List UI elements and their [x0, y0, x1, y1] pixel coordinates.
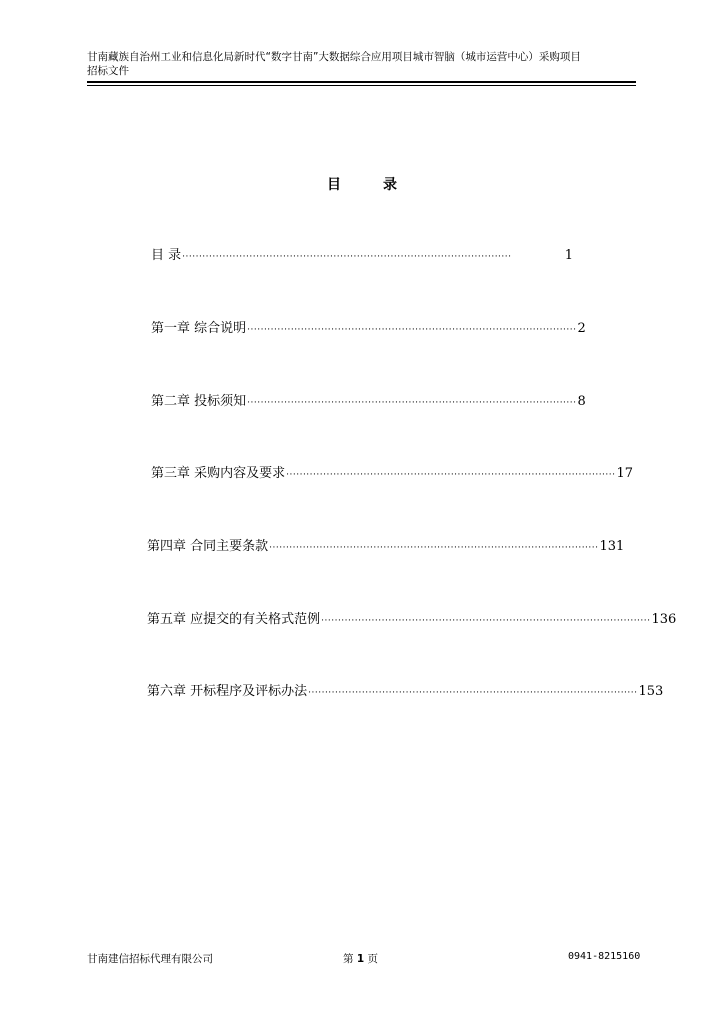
toc-entry-page: 153	[638, 684, 664, 699]
toc-entry-label: 第一章 综合说明	[151, 321, 247, 336]
toc-entry-contents[interactable]	[151, 247, 573, 265]
toc-title-part-1: 目	[327, 177, 341, 193]
toc-entry-chapter-2[interactable]	[151, 393, 586, 411]
toc-entry-label: 第五章 应提交的有关格式范例	[147, 612, 321, 627]
toc-entry-chapter-6[interactable]	[147, 683, 664, 701]
header-title-line-2: 招标文件	[87, 65, 129, 77]
toc-entry-label: 目 录	[151, 248, 182, 263]
footer-page-number	[343, 951, 378, 966]
toc-leader-dots: ··································································································	[269, 543, 599, 553]
header-divider-thick	[87, 81, 636, 83]
toc-leader-dots: ··································································································	[247, 325, 577, 335]
footer-page-prefix: 第	[343, 953, 354, 965]
toc-entry-label: 第二章 投标须知	[151, 394, 247, 409]
footer-page-suffix: 页	[367, 953, 378, 965]
page-header	[87, 50, 635, 78]
toc-entry-label: 第三章 采购内容及要求	[151, 466, 286, 481]
toc-entry-page: 2	[577, 321, 586, 336]
toc-leader-dots: ··································································································	[308, 688, 638, 698]
toc-entry-page: 8	[577, 394, 586, 409]
toc-entry-label: 第六章 开标程序及评标办法	[147, 684, 308, 699]
footer-phone: 0941-8215160	[568, 951, 641, 962]
toc-leader-dots: ··································································································	[247, 398, 577, 408]
toc-leader-dots: ··································································································	[321, 616, 651, 626]
footer-company: 甘南建信招标代理有限公司	[87, 953, 213, 965]
header-divider-thin	[87, 85, 636, 86]
toc-entry-chapter-5[interactable]	[147, 611, 677, 629]
toc-entry-chapter-3[interactable]	[151, 465, 634, 483]
toc-title-part-2: 录	[383, 177, 397, 193]
toc-leader-dots: ··································································································	[286, 470, 616, 480]
footer-page-value: 1	[356, 953, 365, 965]
toc-entry-label: 第四章 合同主要条款	[147, 539, 269, 554]
toc-entry-page: 1	[564, 248, 573, 263]
toc-leader-dots: ··································································································	[182, 252, 512, 262]
toc-entry-chapter-1[interactable]	[151, 320, 586, 338]
toc-entry-chapter-4[interactable]	[147, 538, 625, 556]
toc-title	[0, 174, 724, 194]
toc-entry-page: 17	[616, 466, 634, 481]
toc-entry-page: 136	[651, 612, 677, 627]
header-title-line-1: 甘南藏族自治州工业和信息化局新时代“数字甘南”大数据综合应用项目城市智脑（城市运营中心）采购项目	[87, 51, 581, 63]
toc-entry-page: 131	[599, 539, 625, 554]
